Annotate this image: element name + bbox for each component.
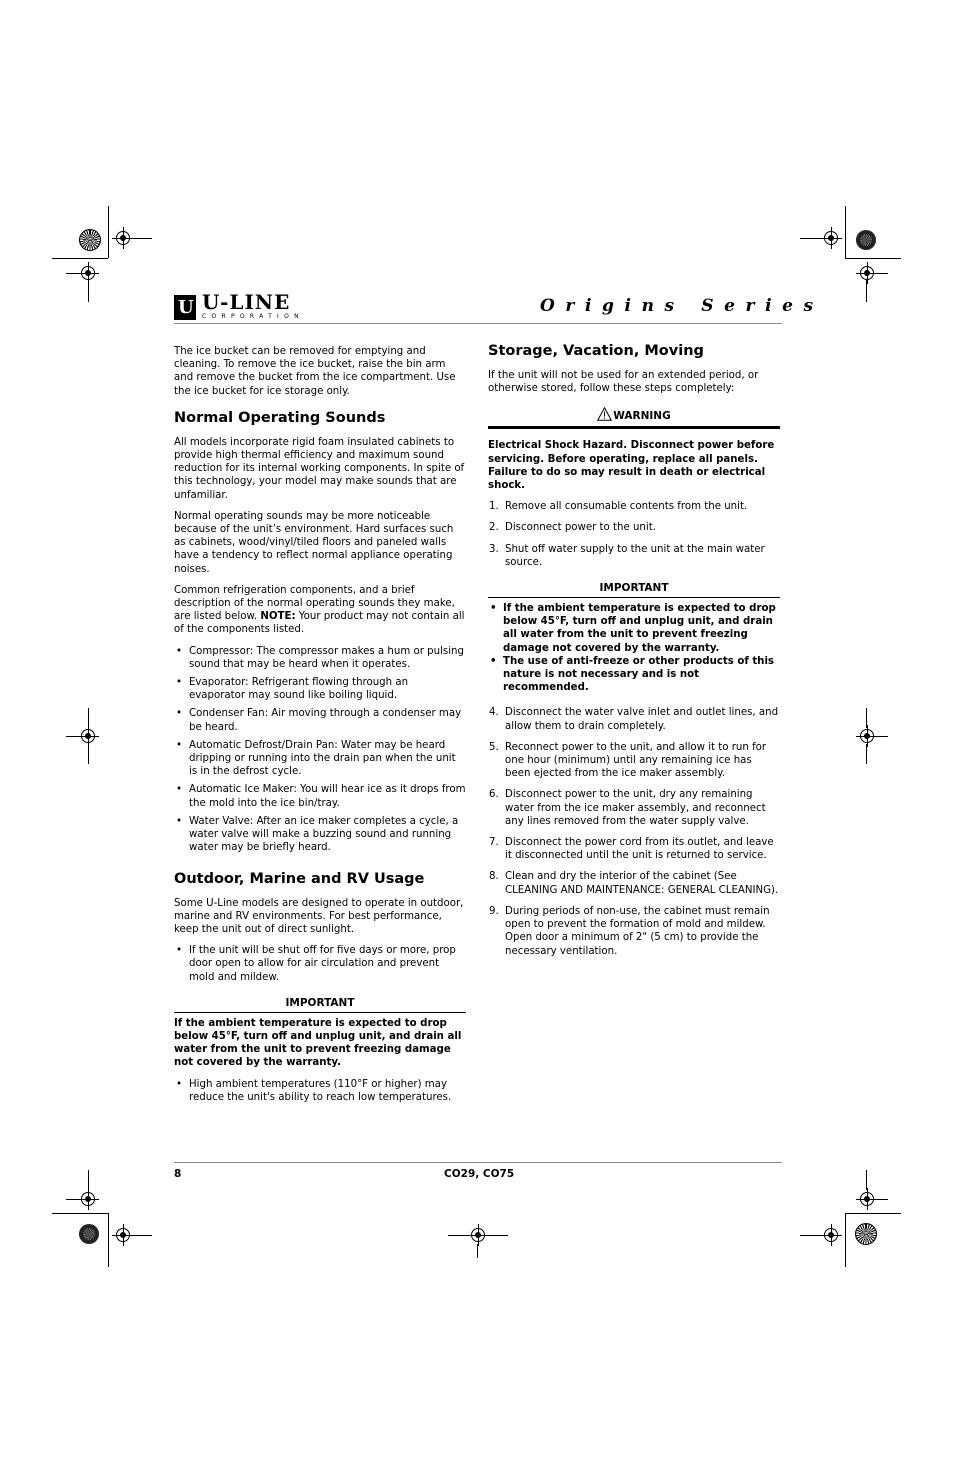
list-item: 4. Disconnect the water valve inlet and outlet lines, and allow them to drain completely. — [489, 707, 779, 732]
registration-mark-icon — [81, 1192, 95, 1206]
body-paragraph: Common refrigeration components, and a brief description of the normal operating sounds they make, are listed below. NOTE: Your product may not contain all of the components listed. — [174, 584, 465, 636]
section-heading: Storage, Vacation, Moving — [488, 343, 704, 359]
footer-rule — [174, 1162, 782, 1163]
uline-logo-icon: U — [174, 295, 196, 320]
body-paragraph: If the unit will not be used for an extended period, or otherwise stored, follow these steps completely: — [488, 370, 759, 395]
list-item: • Compressor: The compressor makes a hum or pulsing sound that may be heard when it operates. — [174, 645, 466, 671]
color-target-icon — [856, 230, 876, 250]
list-item: 6. Disconnect power to the unit, dry any remaining water from the ice maker assembly, and reconnect any lines removed from the water supply valve. — [489, 789, 766, 827]
header-rule — [174, 323, 782, 324]
list-item: 7. Disconnect the power cord from its outlet, and leave it disconnected until the unit is returned to service. — [489, 837, 774, 862]
registration-mark-icon — [824, 1228, 838, 1242]
list-item: • If the ambient temperature is expected to drop below 45°F, turn off and unplug unit, and drain all water from the unit to prevent freezing damage not covered by the warranty. — [488, 602, 780, 655]
list-item: 5. Reconnect power to the unit, and allow it to run for one hour (minimum) until any remaining ice has been ejected from the ice maker assembly. — [489, 741, 767, 780]
list-item: • Condenser Fan: Air moving through a condenser may be heard. — [174, 707, 466, 733]
warning-text: Electrical Shock Hazard. Disconnect power before servicing. Before operating, replace all panels. Failure to do so may result in death or electrical shock. — [488, 440, 775, 492]
warning-title: WARNING — [488, 407, 780, 429]
page-number: 8 — [174, 1168, 182, 1180]
registration-mark-icon — [81, 266, 95, 280]
temperature-list — [174, 1078, 466, 1104]
steps-list — [488, 706, 780, 957]
list-item: 9. During periods of non-use, the cabinet must remain open to prevent the formation of mold and mildew. Open door a minimum of 2" (5 cm) to provide the necessary ventilation. — [489, 905, 770, 957]
list-item: 1. Remove all consumable contents from the unit. — [489, 501, 748, 513]
registration-mark-icon — [860, 729, 874, 743]
registration-mark-icon — [81, 729, 95, 743]
list-item: • High ambient temperatures (110°F or higher) may reduce the unit's ability to reach low temperatures. — [174, 1078, 466, 1104]
section-heading: Normal Operating Sounds — [174, 409, 386, 426]
components-list — [174, 645, 466, 855]
note-label: NOTE: — [260, 611, 296, 623]
section-heading: Outdoor, Marine and RV Usage — [174, 870, 425, 887]
list-item: 2. Disconnect power to the unit. — [489, 522, 656, 534]
outdoor-list — [174, 944, 466, 984]
important-list — [488, 602, 780, 694]
ice-bucket-paragraph: The ice bucket can be removed for emptying and cleaning. To remove the ice bucket, raise the bin arm and remove the bucket from the ice compartment. Use the ice bucket for ice storage only. — [174, 346, 456, 397]
list-item: 3. Shut off water supply to the unit at the main water source. — [489, 543, 765, 568]
right-column — [488, 343, 780, 966]
registration-mark-icon — [471, 1228, 485, 1242]
logo-name: U-LINE — [202, 290, 291, 314]
important-title: IMPORTANT — [488, 581, 780, 598]
series-title: Origins Series — [540, 296, 824, 316]
color-target-icon — [79, 1224, 99, 1244]
list-item: • Automatic Defrost/Drain Pan: Water may be heard dripping or running into the drain pan when the unit is in the defrost cycle. — [174, 739, 466, 779]
registration-mark-icon — [860, 1192, 874, 1206]
color-target-icon — [855, 1223, 877, 1245]
body-paragraph: Some U-Line models are designed to operate in outdoor, marine and RV environments. For best performance, keep the unit out of direct sunlight. — [174, 897, 464, 935]
left-column — [174, 345, 466, 1112]
important-text: If the ambient temperature is expected to drop below 45°F, turn off and unplug unit, and drain all water from the unit to prevent freezing damage not covered by the warranty. — [174, 1017, 462, 1069]
model-numbers: CO29, CO75 — [444, 1168, 515, 1180]
registration-mark-icon — [860, 266, 874, 280]
list-item: 8. Clean and dry the interior of the cabinet (See CLEANING AND MAINTENANCE: GENERAL CLEANING). — [489, 871, 779, 896]
color-target-icon — [79, 229, 101, 251]
steps-list — [488, 500, 780, 569]
list-item: • Automatic Ice Maker: You will hear ice as it drops from the mold into the ice bin/tray. — [174, 783, 466, 809]
logo-subtitle: CORPORATION — [202, 313, 304, 320]
important-title: IMPORTANT — [174, 996, 466, 1013]
warning-triangle-icon — [597, 407, 612, 421]
body-paragraph: All models incorporate rigid foam insulated cabinets to provide high thermal efficiency and maximum sound reduction for its internal working components. In spite of this technology, your model may make sounds that are unfamiliar. — [174, 436, 465, 501]
body-paragraph: Normal operating sounds may be more noticeable because of the unit’s environment. Hard surfaces such as cabinets, wood/vinyl/tiled floors and paneled walls have a tendency to reflect normal appliance operating noises. — [174, 510, 454, 575]
list-item: • Water Valve: After an ice maker completes a cycle, a water valve will make a buzzing sound and running water may be briefly heard. — [174, 815, 466, 855]
list-item: • If the unit will be shut off for five days or more, prop door open to allow for air circulation and prevent mold and mildew. — [174, 944, 466, 984]
list-item: • The use of anti-freeze or other products of this nature is not necessary and is not recommended. — [488, 655, 780, 695]
registration-mark-icon — [824, 231, 838, 245]
list-item: • Evaporator: Refrigerant flowing through an evaporator may sound like boiling liquid. — [174, 676, 466, 702]
